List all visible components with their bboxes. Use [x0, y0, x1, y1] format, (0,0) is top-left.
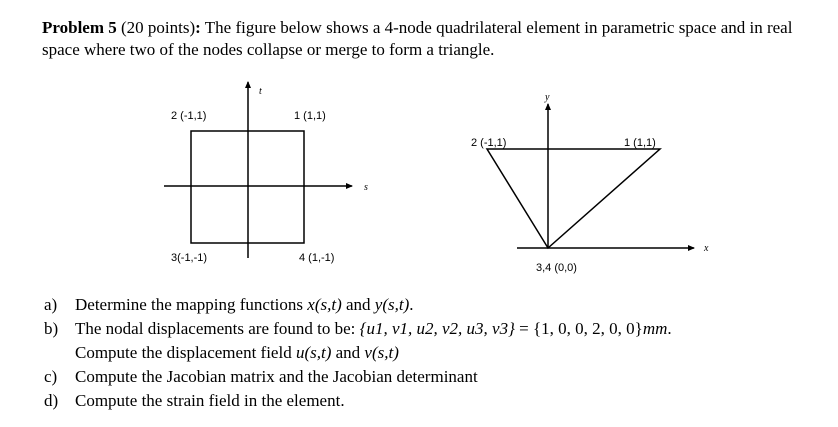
- part-b-pre: The nodal displacements are found to be:: [75, 319, 360, 338]
- part-a-math1: x(s,t): [307, 295, 342, 314]
- problem-colon: :: [195, 18, 201, 37]
- s-axis-label: s: [364, 182, 368, 193]
- real-space-figure: [471, 92, 709, 274]
- part-a-post: .: [409, 295, 414, 314]
- part-a: [44, 293, 672, 317]
- part-b-line2-pre: Compute the displacement field: [75, 343, 296, 362]
- node-3-label: 3(-1,-1): [171, 252, 208, 264]
- problem-intro: The figure below shows a 4-node quadrilateral element in parametric space and in real space where two of the nodes collapse or merge to form a triangle.: [42, 18, 793, 59]
- part-b: [44, 317, 672, 365]
- part-c-text: Compute the Jacobian matrix and the Jacobian determinant: [75, 367, 478, 386]
- part-b-marker: b): [44, 319, 59, 338]
- t-axis-label: t: [259, 86, 262, 97]
- part-a-pre: Determine the mapping functions: [75, 295, 308, 314]
- part-d-text: Compute the strain field in the element.: [75, 391, 345, 410]
- part-c-marker: c): [44, 367, 58, 386]
- node-34-real-label: 3,4 (0,0): [536, 262, 577, 274]
- part-b-math1: {u1, v1, u2, v2, u3, v3}: [359, 319, 515, 338]
- part-d-marker: d): [44, 391, 59, 410]
- parametric-figure: [164, 82, 368, 264]
- part-c: [44, 365, 672, 389]
- part-b-math2: mm: [642, 319, 668, 338]
- y-axis-label: y: [545, 92, 550, 103]
- part-b-mid: = {1, 0, 0, 2, 0, 0}: [514, 319, 643, 338]
- node-4-label: 4 (1,-1): [299, 252, 335, 264]
- triangle-element: [487, 149, 660, 248]
- part-b-line2-math1: u(s,t): [295, 343, 332, 362]
- part-b-post: .: [667, 319, 672, 338]
- node-1-label: 1 (1,1): [294, 110, 326, 122]
- x-axis-label: x: [704, 243, 709, 254]
- part-d: [44, 389, 672, 413]
- part-a-mid: and: [341, 295, 375, 314]
- part-a-marker: a): [44, 295, 58, 314]
- part-b-line2-mid: and: [331, 343, 365, 362]
- question-parts: [44, 293, 672, 413]
- part-b-line2-math2: v(s,t): [364, 343, 399, 362]
- problem-heading: Problem 5: [42, 18, 117, 37]
- problem-points: (20 points): [116, 18, 196, 37]
- node-2-real-label: 2 (-1,1): [471, 137, 507, 149]
- node-1-real-label: 1 (1,1): [624, 137, 656, 149]
- part-b-line2: [75, 341, 672, 365]
- node-2-label: 2 (-1,1): [171, 110, 207, 122]
- part-a-math2: y(s,t): [374, 295, 410, 314]
